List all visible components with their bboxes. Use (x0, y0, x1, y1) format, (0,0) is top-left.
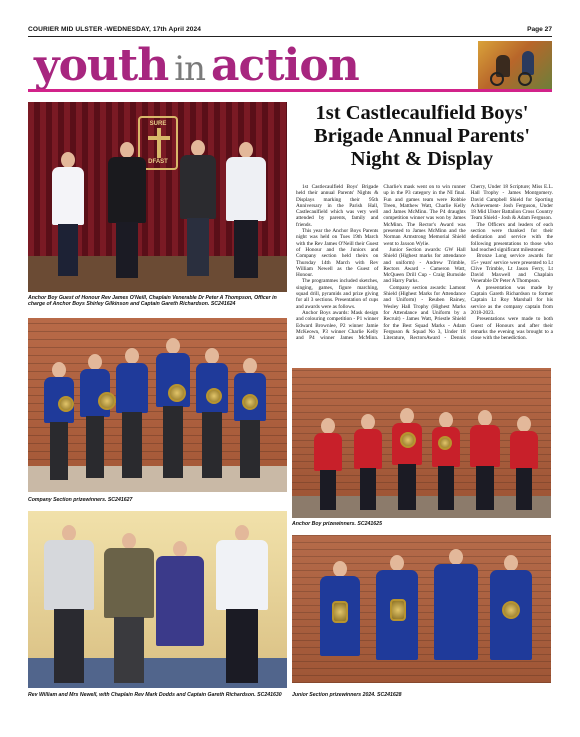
caption-photo-company-section: Company Section prizewinners. SC241627 (28, 497, 133, 503)
person-head (125, 348, 139, 364)
person-head (239, 142, 253, 158)
person-head (62, 525, 76, 541)
person (234, 358, 266, 482)
award-shield (168, 384, 186, 402)
person-head (504, 555, 518, 571)
page-number: Page 27 (527, 26, 552, 33)
banner-title (34, 41, 359, 91)
person-legs (50, 422, 68, 480)
person-head (321, 418, 335, 434)
crest-text-top: SURE (149, 121, 167, 127)
person-legs (187, 218, 209, 276)
caption-photo-junior-section: Junior Section prizewinners 2024. SC241628 (292, 692, 402, 698)
person-legs (476, 466, 494, 510)
person-head (400, 408, 414, 424)
person-head (88, 354, 102, 370)
person-torso (156, 556, 204, 646)
award-shield (438, 436, 452, 450)
award-shield (502, 601, 520, 619)
photo-anchor-boy-guests (28, 102, 287, 292)
person (80, 354, 110, 482)
article-headline: 1st Castlecaulfield Boys' Brigade Annual Parents' Night & Display (313, 102, 531, 170)
award-shield (400, 432, 416, 448)
article-paragraph: Bronze Long service awards for 15+ years' service were presented to Lt Clive Trimble, Lt Jason Ferry, Lt David Maxwell and Chaplain Venerable Dr Peter A Thompson. (470, 253, 553, 285)
photo-guests-of-honour (28, 511, 287, 688)
person (470, 410, 500, 514)
person-head (173, 541, 187, 557)
person-torso (226, 157, 266, 221)
person-torso (44, 540, 94, 610)
banner-word-youth: youth (34, 41, 169, 91)
crest-cross (148, 136, 170, 140)
photo-anchor-boy-prizewinners (292, 368, 551, 518)
person-head (122, 533, 136, 549)
person (116, 348, 148, 482)
person-legs (234, 220, 258, 278)
person (44, 525, 94, 685)
award-shield (242, 394, 258, 410)
person (156, 338, 190, 482)
person-torso (52, 167, 84, 225)
person-head (166, 338, 180, 354)
article-paragraph: This year the Anchor Boys Parents night was held on Tues 19th March with the Rev James O'Neill their Guest of Honour and the Juniors and Company section held theirs on Thursday 14th March with Rev William Newell as the Guest of Honour. (296, 228, 379, 279)
crest-text-bottom: DFAST (148, 159, 168, 165)
person-torso (180, 155, 216, 219)
person (490, 555, 532, 683)
article-body (296, 184, 553, 364)
person-torso (510, 431, 538, 469)
person-head (52, 362, 66, 378)
person-head (478, 410, 492, 426)
person-torso (314, 433, 342, 471)
person-torso (354, 429, 382, 469)
person-torso (116, 363, 148, 413)
person-legs (86, 416, 104, 478)
person (180, 140, 216, 282)
banner-photo (478, 41, 552, 89)
crest-cross (157, 128, 161, 158)
banner-wheel (518, 72, 532, 86)
person-legs (122, 412, 141, 478)
article-paragraph: The Officers and leaders of each section were thanked for their dedication and service with the following presentations to those who had reached significant milestones: (470, 221, 553, 253)
person (226, 142, 266, 282)
banner-word-in: in (174, 49, 205, 89)
person-head (333, 561, 347, 577)
person (156, 541, 204, 685)
person-torso (108, 157, 146, 223)
person (354, 414, 382, 514)
caption-photo-anchor-boy-prizewinners: Anchor Boy prizewinners. SC241625 (292, 521, 382, 527)
person-head (449, 549, 463, 565)
banner-wheel (490, 72, 504, 86)
photo-company-section (28, 318, 287, 492)
person-legs (320, 470, 337, 510)
person-head (361, 414, 375, 430)
person-legs (226, 609, 257, 683)
person-legs (360, 468, 377, 510)
person-legs (240, 420, 259, 478)
person (392, 408, 422, 514)
section-banner (28, 41, 552, 92)
person (104, 533, 154, 685)
article-paragraph: Anchor Boys awards: Mask design and colouring competition - P1 winner Edward Brownlee, P2 winner Jamie McKeown, P3 winner Charlie Kelly and P4 winner James McMinn. Charlie's mask went on to win runner up in the P3 category in the NI final. Fun and games team were Robbie Treen, Matthew Watt, Charlie Kelly and James McMinn. The P4 draughts competition winner was won by James McMinn. The Rector's Award was presented to James McMinn and the Norman Armstrong Memorial Shield went to Jaxson Wylie. (296, 184, 466, 342)
page-header-left: COURIER MID ULSTER -WEDNESDAY, 17th April 2024 (28, 26, 202, 33)
person-head (61, 152, 75, 168)
person (432, 412, 460, 514)
person (196, 348, 228, 482)
person-torso (470, 425, 500, 467)
award-shield (206, 388, 222, 404)
person (108, 142, 146, 282)
article-paragraph: Junior Section awards: GW Hall Shield (Highest marks for attendance and uniform) - Andrew Trimble, Rectors Award - Cameron Watt, McQueen Drill Cup - Craig Burnside and Harry Parks. (383, 246, 466, 285)
person-legs (58, 224, 77, 276)
person-legs (516, 468, 533, 510)
person-legs (116, 222, 139, 278)
person-legs (438, 466, 455, 510)
article-paragraph: 1st Castlecaulfield Boys' Brigade held their annual Parents' Nights & Displays marking their 95th Anniversary in the Parish Hall, Castlecaulfield which was very well attended by parents, family and friends. (296, 184, 379, 228)
person-head (439, 412, 453, 428)
article-paragraph: A presentation was made by Captain Gareth Richardson to former Captain Lt Roy Marshall for his service as the company captain from 2018-2023. (470, 284, 553, 316)
article-paragraph: Company section awards: Lamont Shield (Highest Marks for Attendance and Uniform) - Reuben Rainey, Wesley Hall Trophy (Highest Marks for Attendance and Uniform by a Recruit) - James Watt, Priestle Shield for the Best Squad Marks - Adam Ferguson & Squad No 3, Under 18 Literature, RectorsAward - Dennis Cherry, Under 18 Scripture; Miss E.L. Hall Trophy - James Montgomery. David Campbell Shield for Sporting Achievement- Josh Ferguson, Under 18 Mid Ulster Battalion Cross Country Team Shield - Josh & Adam Ferguson. (383, 184, 553, 342)
person-torso (434, 564, 478, 660)
award-trophy (390, 599, 406, 621)
caption-photo-anchor-boy-guests: Anchor Boy Guest of Honour Rev James O'Neill, Chaplain Venerable Dr Peter A Thompson, Officer in charge of Anchor Boys Shirley Gilkinson and Captain Gareth Richardson. SC241624 (28, 295, 277, 308)
person-head (191, 140, 205, 156)
person (216, 525, 268, 685)
person-head (243, 358, 257, 374)
person (510, 416, 538, 514)
person (52, 152, 84, 280)
person-legs (114, 617, 144, 683)
person (314, 418, 342, 514)
person-head (120, 142, 134, 158)
award-shield (58, 396, 74, 412)
award-shield (98, 392, 116, 410)
person-head (235, 525, 249, 541)
person (44, 362, 74, 482)
person-head (517, 416, 531, 432)
caption-photo-guests-of-honour: Rev William and Mrs Newell, with Chaplain Rev Mark Dodds and Captain Gareth Richardson. SC241630 (28, 692, 282, 698)
article-paragraph: The programmes included sketches, singing, games, figure marching, squad drill, pyramids and prize giving for all 3 sections. Presentation of cups and awards were as follows. (296, 278, 379, 310)
person-torso (104, 548, 154, 618)
award-trophy (332, 601, 348, 623)
photo-junior-section (292, 535, 551, 683)
person-legs (398, 464, 416, 510)
person-torso (216, 540, 268, 610)
person (434, 549, 478, 683)
banner-word-action: action (211, 41, 359, 91)
person-legs (54, 609, 84, 683)
person-head (390, 555, 404, 571)
person-head (205, 348, 219, 364)
person-legs (202, 412, 221, 478)
article-paragraph: Presentations were made to both Guest of Honours and after their remarks the evening was brought to a close with the benediction. (470, 316, 553, 342)
person-legs (163, 406, 183, 478)
header-rule (28, 36, 552, 37)
